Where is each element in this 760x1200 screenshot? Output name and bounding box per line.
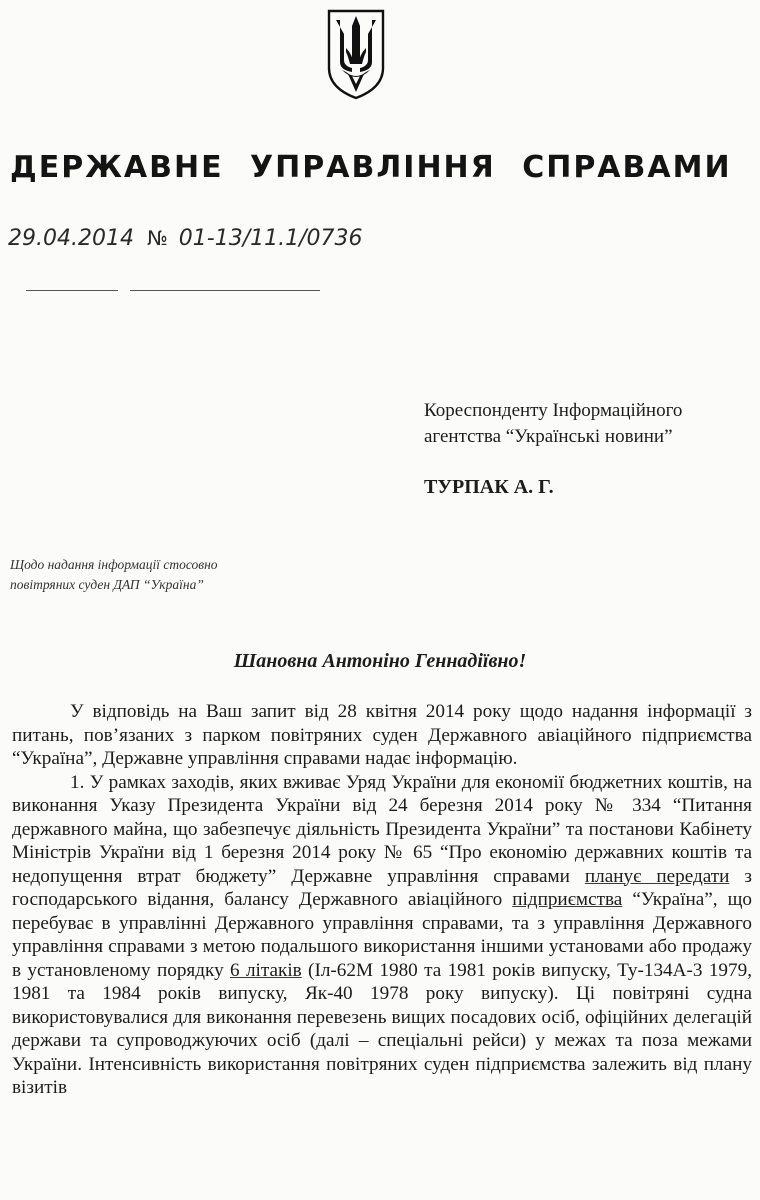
trident-emblem-icon bbox=[326, 8, 386, 100]
recipient-line-1: Кореспонденту Інформаційного bbox=[424, 400, 683, 421]
number-sign: № bbox=[146, 226, 168, 250]
subject-line-2: повітряних суден ДАП “Україна” bbox=[10, 577, 204, 592]
salutation: Шановна Антоніно Геннадіївно! bbox=[233, 650, 527, 672]
paragraph-2-part-d: (Іл-62М 1980 та 1981 років випуску, Ту-134А-3 1979, 1981 та 1984 років випуску, Як-40 1978 року випуску). Ці повітряні судна використовувалися для виконання перевезень вищих посадових осіб, офіційних делегацій держави та супроводжуючих осіб (далі – спеціальні рейси) у межах та поза межами України. Інтенсивність використання повітряних суден підприємства залежить від плану візитів bbox=[12, 959, 752, 1098]
subject-block bbox=[10, 555, 350, 595]
subject-line-1: Щодо надання інформації стосовно bbox=[10, 557, 218, 572]
recipient-line-2: агентства “Українські новини” bbox=[424, 426, 673, 447]
blank-line-right bbox=[130, 290, 320, 291]
paragraph-1: У відповідь на Ваш запит від 28 квітня 2014 року щодо надання інформації з питань, пов’язаних з парком повітряних суден Державного авіаційного підприємства “Україна”, Державне управління справами надає інформацію. bbox=[12, 701, 752, 769]
underlined-phrase-six-aircraft: 6 літаків bbox=[230, 959, 302, 981]
letter-body bbox=[12, 700, 752, 1100]
registration-date: 29.04.2014 bbox=[8, 226, 134, 251]
registration-number: 01-13/11.1/0736 bbox=[178, 226, 363, 251]
paragraph-2-part-b: з господарського відання, балансу Державного авіаційного bbox=[12, 865, 752, 910]
organization-title: ДЕРЖАВНЕ УПРАВЛІННЯ СПРАВАМИ bbox=[10, 150, 732, 185]
recipient-block bbox=[424, 398, 754, 450]
paragraph-2 bbox=[12, 771, 752, 1100]
paragraph-2-part-a: 1. У рамках заходів, яких вживає Уряд України для економії бюджетних коштів, на виконання Указу Президента України від 24 березня 2014 року № 334 “Питання державного майна, що забезпечує діяльність Президента України” та постанови Кабінету Міністрів України від 1 березня 2014 року № 65 “Про економію державних коштів та недопущення втрат бюджету” Державне управління справами bbox=[12, 771, 752, 887]
recipient-name: ТУРПАК А. Г. bbox=[424, 476, 554, 498]
registration-line bbox=[8, 226, 363, 251]
blank-line-left bbox=[26, 290, 118, 291]
paragraph-2-part-c: “Україна”, що перебуває в управлінні Державного управління справами, та з управління Державного управління справами з метою подальшого використання іншими установами або продажу в установленому порядку bbox=[12, 889, 752, 981]
underlined-word-enterprise: підприємства bbox=[512, 889, 623, 910]
underlined-phrase-plans-transfer: планує передати bbox=[584, 865, 730, 887]
